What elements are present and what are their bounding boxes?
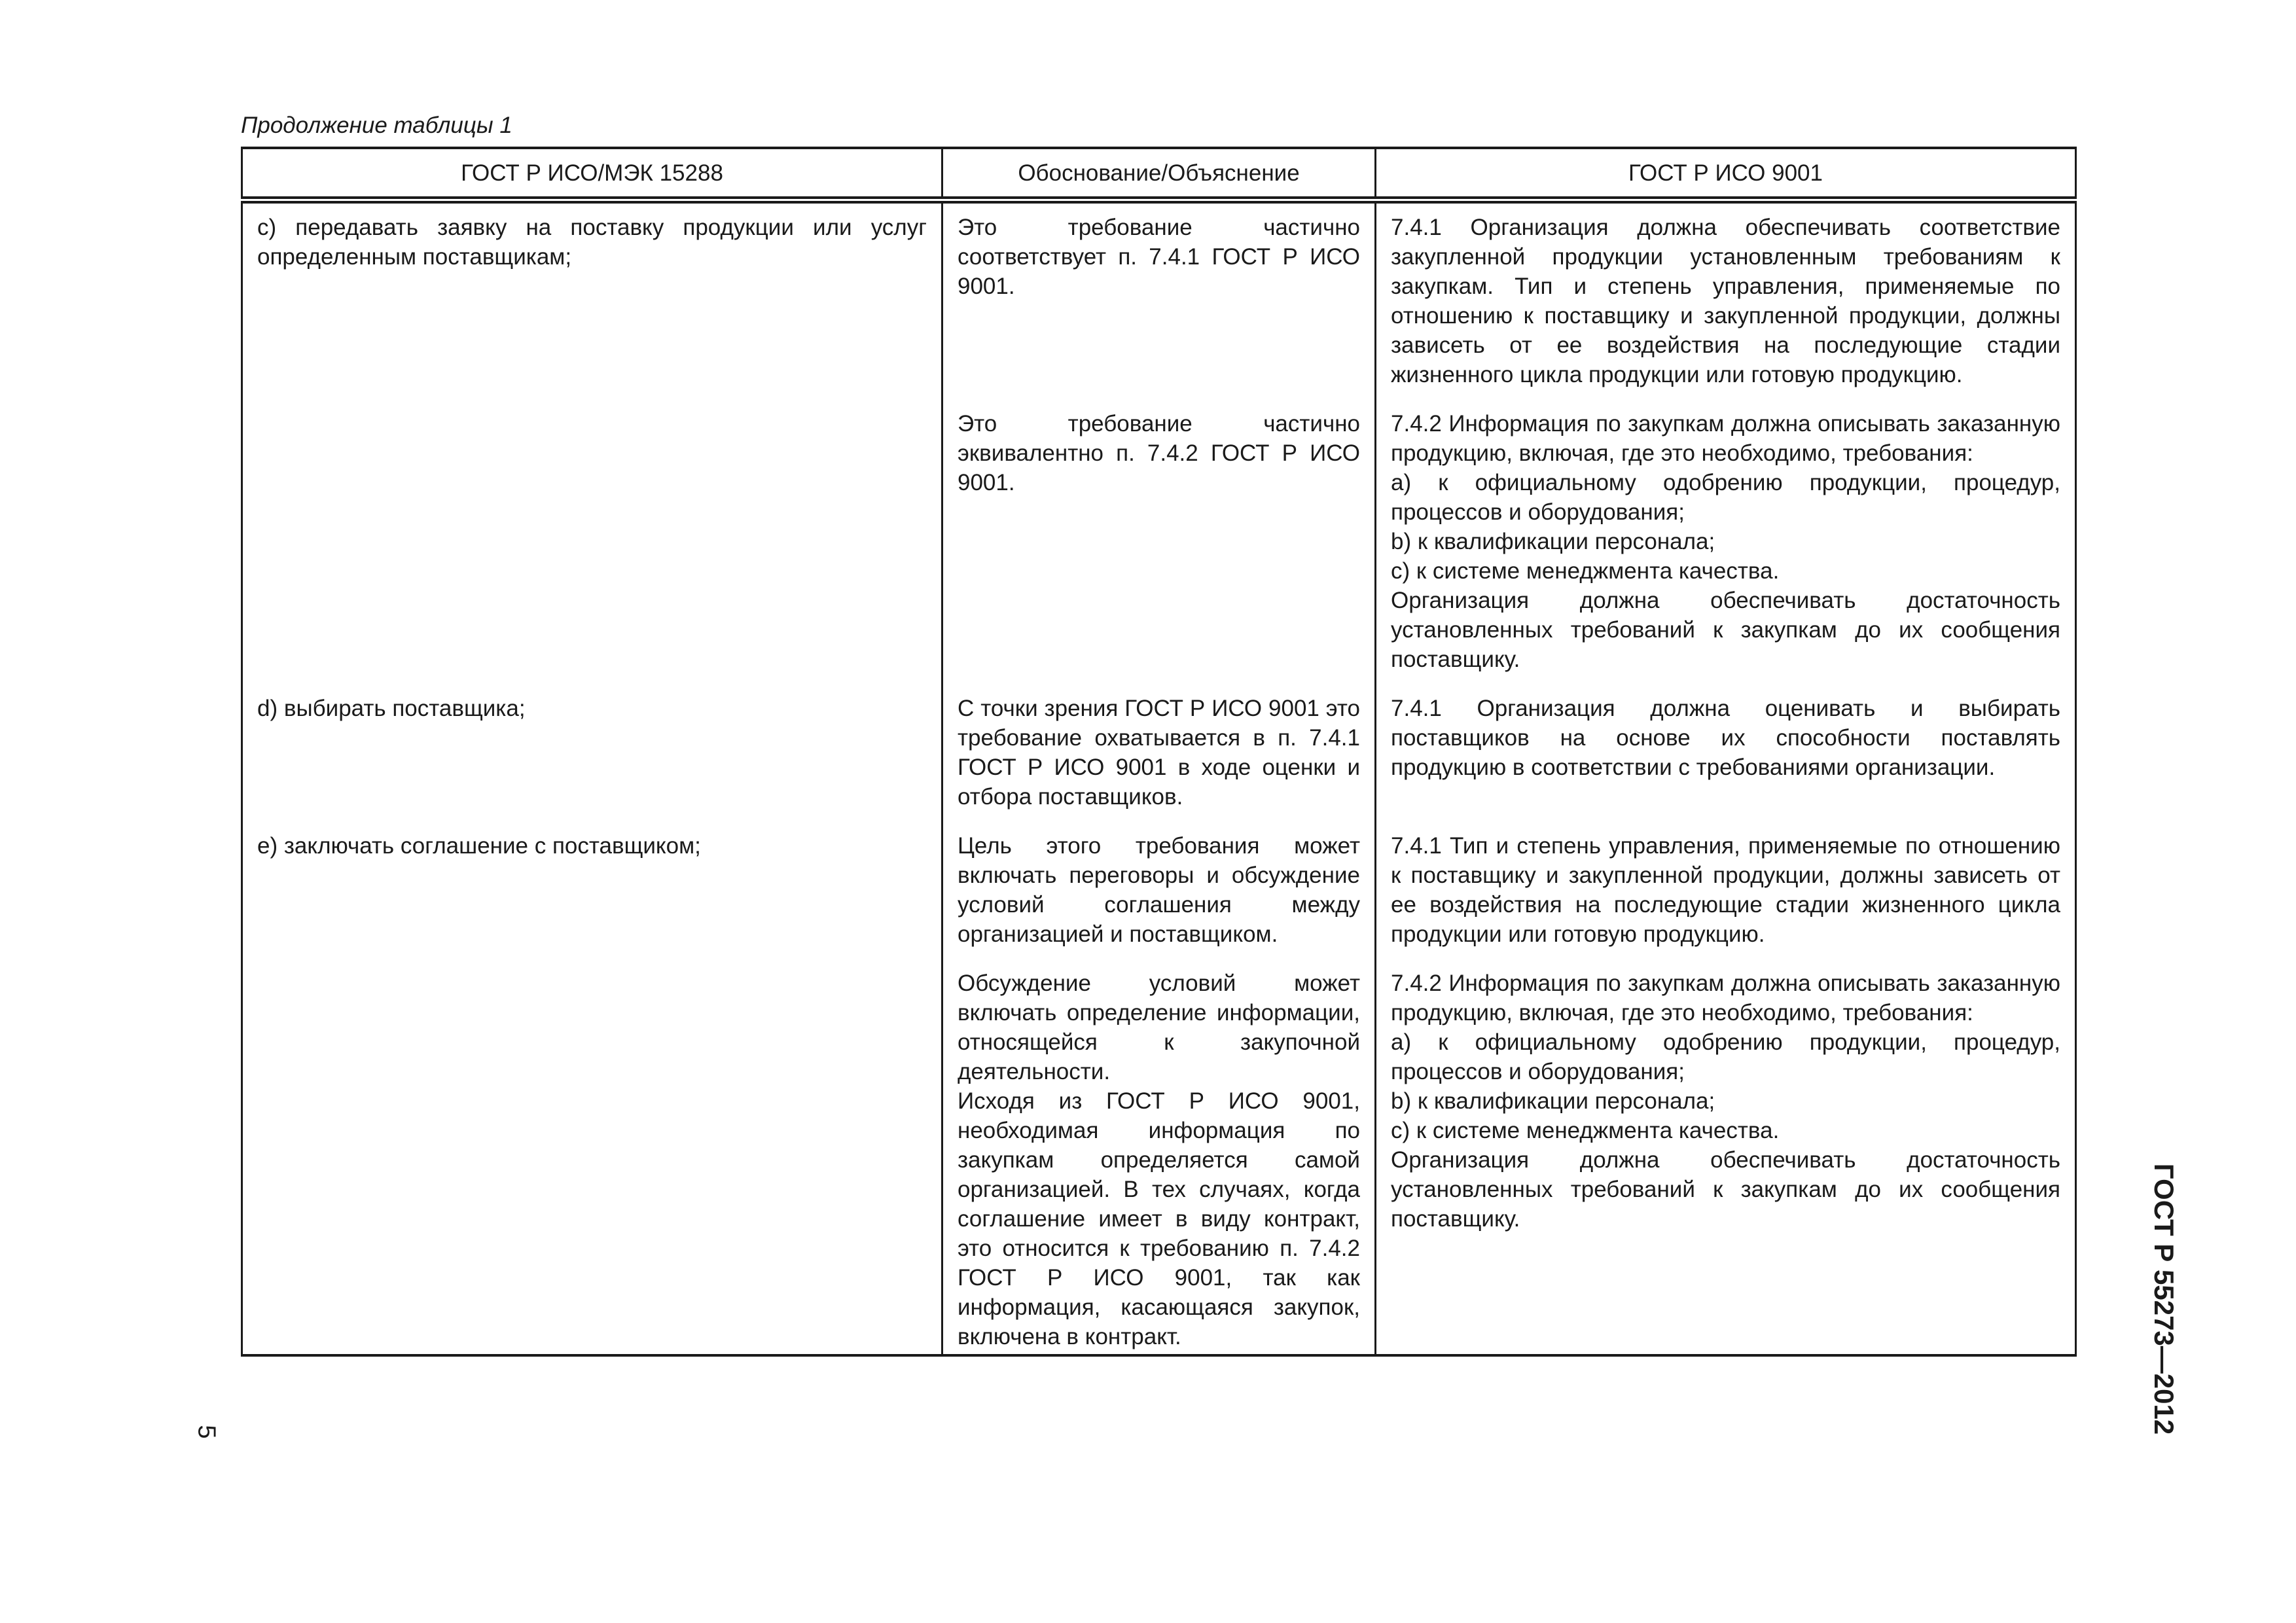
table-cell (942, 812, 1376, 949)
table-cell (1376, 949, 2076, 1355)
table-cell (1376, 200, 2076, 390)
table-cell (1376, 389, 2076, 674)
cell-text: 7.4.1 Организация должна обеспечивать соответствие закупленной продукции установленным требованиям к закупкам. Тип и степень управления, применяемые по отношению к поставщику и закупленной продукции, должны зависеть от ее воздействия на последующие стадии жизненного цикла продукции или готовую продукцию. (1391, 215, 2060, 387)
table-cell (942, 200, 1376, 390)
cell-text: С точки зрения ГОСТ Р ИСО 9001 это требование охватывается в п. 7.4.1 ГОСТ Р ИСО 9001 в ходе оценки и отбора поставщиков. (958, 696, 1360, 810)
table-row (242, 674, 2076, 812)
cell-text: е) заключать соглашение с поставщиком; (257, 833, 701, 859)
column-header-iso-iec-15288: ГОСТ Р ИСО/МЭК 15288 (242, 148, 942, 200)
comparison-table (241, 147, 2077, 1357)
cell-text: Это требование частично соответствует п. 7.4.1 ГОСТ Р ИСО 9001. (958, 215, 1360, 299)
table-cell (942, 949, 1376, 1355)
table-cell (242, 949, 942, 1355)
table-cell (242, 674, 942, 812)
table-row (242, 812, 2076, 949)
standard-designation (2144, 1155, 2183, 1443)
cell-text: Обсуждение условий может включать определение информации, относящейся к закупочной деятельности. Исходя из ГОСТ Р ИСО 9001, необходимая информация по закупкам определяется самой организацией. В тех случаях, когда соглашение имеет в виду контракт, это относится к требованию п. 7.4.2 ГОСТ Р ИСО 9001, так как информация, касающаяся закупок, включена в контракт. (958, 971, 1360, 1349)
table-row (242, 389, 2076, 674)
cell-text: Цель этого требования может включать переговоры и обсуждение условий соглашения между организацией и поставщиком. (958, 833, 1360, 947)
table-cell (242, 389, 942, 674)
table-row (242, 949, 2076, 1355)
table-header-row (242, 148, 2076, 200)
standard-designation-text: ГОСТ Р 55273—2012 (2149, 1163, 2179, 1435)
cell-text: d) выбирать поставщика; (257, 696, 526, 721)
table-cell (242, 812, 942, 949)
cell-text: 7.4.1 Организация должна оценивать и выбирать поставщиков на основе их способности поставлять продукцию в соответствии с требованиями организации. (1391, 696, 2060, 780)
table-caption: Продолжение таблицы 1 (241, 113, 512, 138)
page-number: 5 (192, 1425, 221, 1439)
cell-text: 7.4.2 Информация по закупкам должна описывать заказанную продукцию, включая, где это необходимо, требования: а) к официальному одобрению продукции, процедур, процессов и оборудования; b) к квалификации персонала; с) к системе менеджмента качества. Организация должна обеспечивать достаточность установленных требований к закупкам до их сообщения поставщику. (1391, 971, 2060, 1232)
table-cell (242, 200, 942, 390)
table-cell (942, 389, 1376, 674)
cell-text: 7.4.2 Информация по закупкам должна описывать заказанную продукцию, включая, где это необходимо, требования: а) к официальному одобрению продукции, процедур, процессов и оборудования; b) к квалификации персонала; с) к системе менеджмента качества. Организация должна обеспечивать достаточность установленных требований к закупкам до их сообщения поставщику. (1391, 411, 2060, 672)
table-cell (1376, 674, 2076, 812)
table-cell (942, 674, 1376, 812)
cell-text: 7.4.1 Тип и степень управления, применяемые по отношению к поставщику и закупленной продукции, должны зависеть от ее воздействия на последующие стадии жизненного цикла продукции или готовую продукцию. (1391, 833, 2060, 947)
cell-text: с) передавать заявку на поставку продукции или услуг определенным поставщикам; (257, 215, 927, 270)
table-row (242, 200, 2076, 390)
table-cell (1376, 812, 2076, 949)
column-header-rationale: Обоснование/Объяснение (942, 148, 1376, 200)
cell-text: Это требование частично эквивалентно п. 7.4.2 ГОСТ Р ИСО 9001. (958, 411, 1360, 495)
column-header-iso-9001: ГОСТ Р ИСО 9001 (1376, 148, 2076, 200)
